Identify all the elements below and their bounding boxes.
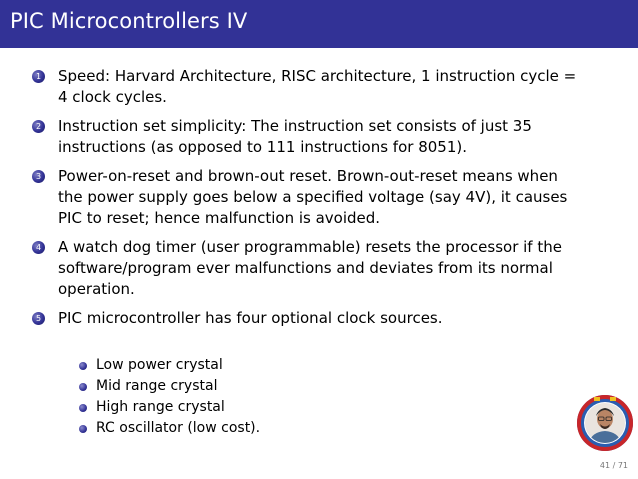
item-line: instructions (as opposed to 111 instructions for 8051). <box>58 138 467 156</box>
slide-title: PIC Microcontrollers IV <box>10 9 248 33</box>
item-line: PIC to reset; hence malfunction is avoided. <box>58 209 381 227</box>
sub-list-item: RC oscillator (low cost). <box>79 418 260 439</box>
sub-list-item: High range crystal <box>79 397 260 418</box>
bullet-number: 2 <box>32 120 45 133</box>
bullet-number: 3 <box>32 170 45 183</box>
list-item <box>32 308 632 329</box>
sub-list-item: Mid range crystal <box>79 376 260 397</box>
list-item <box>32 116 632 158</box>
bullet-dot-icon <box>79 362 87 370</box>
bullet-number: 4 <box>32 241 45 254</box>
list-item <box>32 66 632 108</box>
item-line: operation. <box>58 280 135 298</box>
item-line: 4 clock cycles. <box>58 88 167 106</box>
item-line: Power-on-reset and brown-out reset. Brown-out-reset means when <box>58 167 558 185</box>
item-line: Instruction set simplicity: The instruction set consists of just 35 <box>58 117 532 135</box>
item-line: Speed: Harvard Architecture, RISC architecture, 1 instruction cycle = <box>58 67 577 85</box>
bullet-dot-icon <box>79 383 87 391</box>
bullet-number: 1 <box>32 70 45 83</box>
item-line: the power supply goes below a specified voltage (say 4V), it causes <box>58 188 568 206</box>
bullet-list <box>32 66 632 329</box>
title-bar <box>0 0 638 48</box>
list-item <box>32 237 632 300</box>
academy-logo-icon <box>576 394 634 452</box>
item-line: A watch dog timer (user programmable) resets the processor if the <box>58 238 562 256</box>
bullet-dot-icon <box>79 425 87 433</box>
bullet-number: 5 <box>32 312 45 325</box>
list-item <box>32 166 632 229</box>
item-line: software/program ever malfunctions and deviates from its normal <box>58 259 553 277</box>
sub-list <box>79 355 260 439</box>
sub-list-item: Low power crystal <box>79 355 260 376</box>
page-number: 41 / 71 <box>599 461 628 470</box>
bullet-dot-icon <box>79 404 87 412</box>
item-line: PIC microcontroller has four optional clock sources. <box>58 309 443 327</box>
